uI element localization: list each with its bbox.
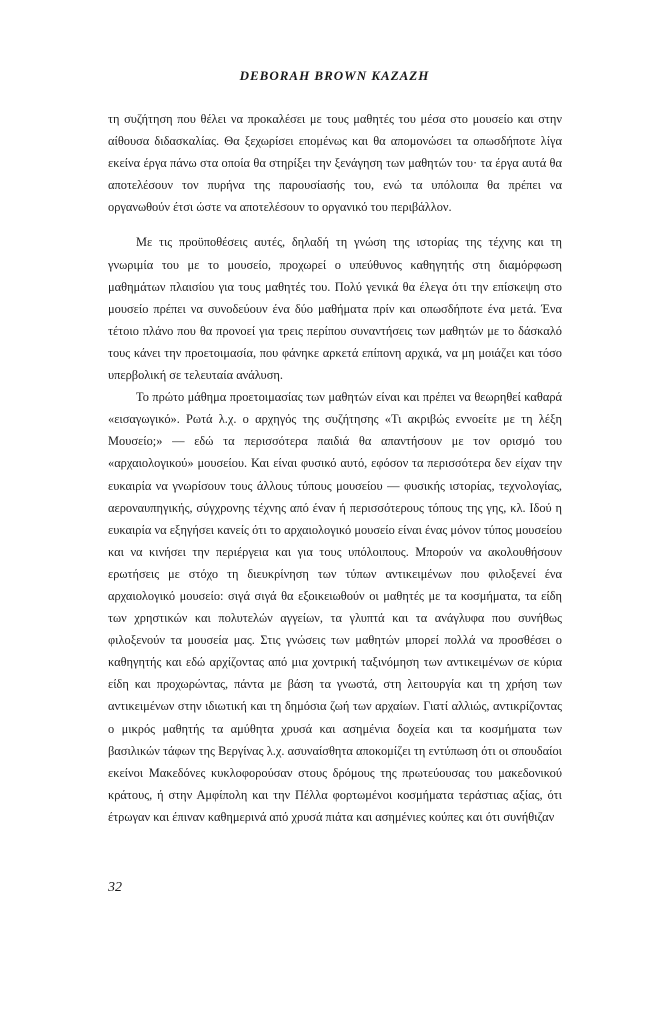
page-number: 32 (108, 880, 122, 895)
paragraph: Το πρώτο μάθημα προετοιμασίας των μαθητών είναι και πρέπει να θεωρηθεί καθαρά «εισαγωγικό». Ρωτά λ.χ. ο αρχηγός της συζήτησης «Τι ακριβώς εννοείτε με τη λέξη Μουσείο;» — εδώ τα περισσότερα παιδιά θα απαντήσουν με τον ορισμό του «αρχαιολογικού» μουσείου. Και είναι φυσικό αυτό, εφόσον τα περισσότερα δεν είχαν την ευκαιρία να γνωρίσουν τους άλλους τύπους μουσείου — φυσικής ιστορίας, τεχνολογίας, αεροναυπηγικής, σύγχρονης τέχνης από έναν ή περισσότερους τόπους της γης, κλ. Ιδού η ευκαιρία να εξηγήσει κανείς ότι το αρχαιολογικό μουσείο είναι ένας μόνον τύπος μουσείου και να κινήσει την περιέργεια και για τους υπόλοιπους. Μπορούν να ακολουθήσουν ερωτήσεις με στόχο τη διευκρίνηση των τύπων αντικειμένων που φιλοξενεί ένα αρχαιολογικό μουσείο: σιγά σιγά θα εξοικειωθούν οι μαθητές με τα κοσμήματα, τα είδη των χρηστικών και πολυτελών αγγείων, τα γλυπτά και τα ανάγλυφα που συνήθως φιλοξενούν τα μουσεία μας. Στις γνώσεις των μαθητών μπορεί πολλά να προσθέσει ο καθηγητής και εδώ αρχίζοντας από μια χοντρική ταξινόμηση των αντικειμένων σε κύρια είδη και προχωρώντας, πάντα με βάση τα γνωστά, στη λειτουργία και τη χρήση των αντικειμένων στην ιδιωτική και τη δημόσια ζωή των αρχαίων. Γιατί αλλιώς, αντικρίζοντας ο μικρός μαθητής τα αμύθητα χρυσά και ασημένια δοχεία και τα κοσμήματα των βασιλικών τάφων της Βεργίνας λ.χ. ασυναίσθητα αποκομίζει τη εντύπωση ότι οι σπουδαίοι εκείνοι Μακεδόνες κυκλοφορούσαν στους δρόμους της πρωτεύουσας του μακεδονικού κράτους, ή στην Αμφίπολη και την Πέλλα φορτωμένοι κοσμήματα τεράστιας αξίας, ότι έτρωγαν και έπιναν καθημερινά από χρυσά πιάτα και ασημένιες κούπες και ότι συνήθιζαν (108, 390, 562, 824)
body-text (108, 108, 562, 828)
paragraph: Με τις προϋποθέσεις αυτές, δηλαδή τη γνώση της ιστορίας της τέχνης και τη γνωριμία του με το μουσείο, προχωρεί ο υπεύθυνος καθηγητής στη διαμόρφωση μαθημάτων πλαισίου για τους μαθητές του. Πολύ γενικά θα έλεγα ότι την επίσκεψη στο μουσείο πρέπει να συνοδεύουν ένα δύο μαθήματα πρίν και οπωσδήποτε ένα μετά. Ένα τέτοιο πλάνο που θα προνοεί για τρεις περίπου συναντήσεις των μαθητών με το δάσκαλό τους κάνει την προετοιμασία, που φάνηκε αρκετά επίπονη αρχικά, να μη μοιάζει και τόσο υπερβολική σε τελευταία ανάλυση. (108, 235, 562, 383)
paragraph-continuation: τη συζήτηση που θέλει να προκαλέσει με τους μαθητές του μέσα στο μουσείο και στην αίθουσα διδασκαλίας. Θα ξεχωρίσει επομένως και θα απομονώσει τα οπωσδήποτε λίγα εκείνα έργα πάνω στα οποία θα στηρίξει την ξενάγηση των μαθητών του· τα έργα αυτά θα αποτελέσουν τον πυρήνα της παρουσίασής του, ενώ τα υπόλοιπα θα πρέπει να οργανωθούν έτσι ώστε να αποτελέσουν το οργανικό του περιβάλλον. (108, 112, 562, 215)
running-header: DEBORAH BROWN KAZAZH (239, 68, 430, 83)
